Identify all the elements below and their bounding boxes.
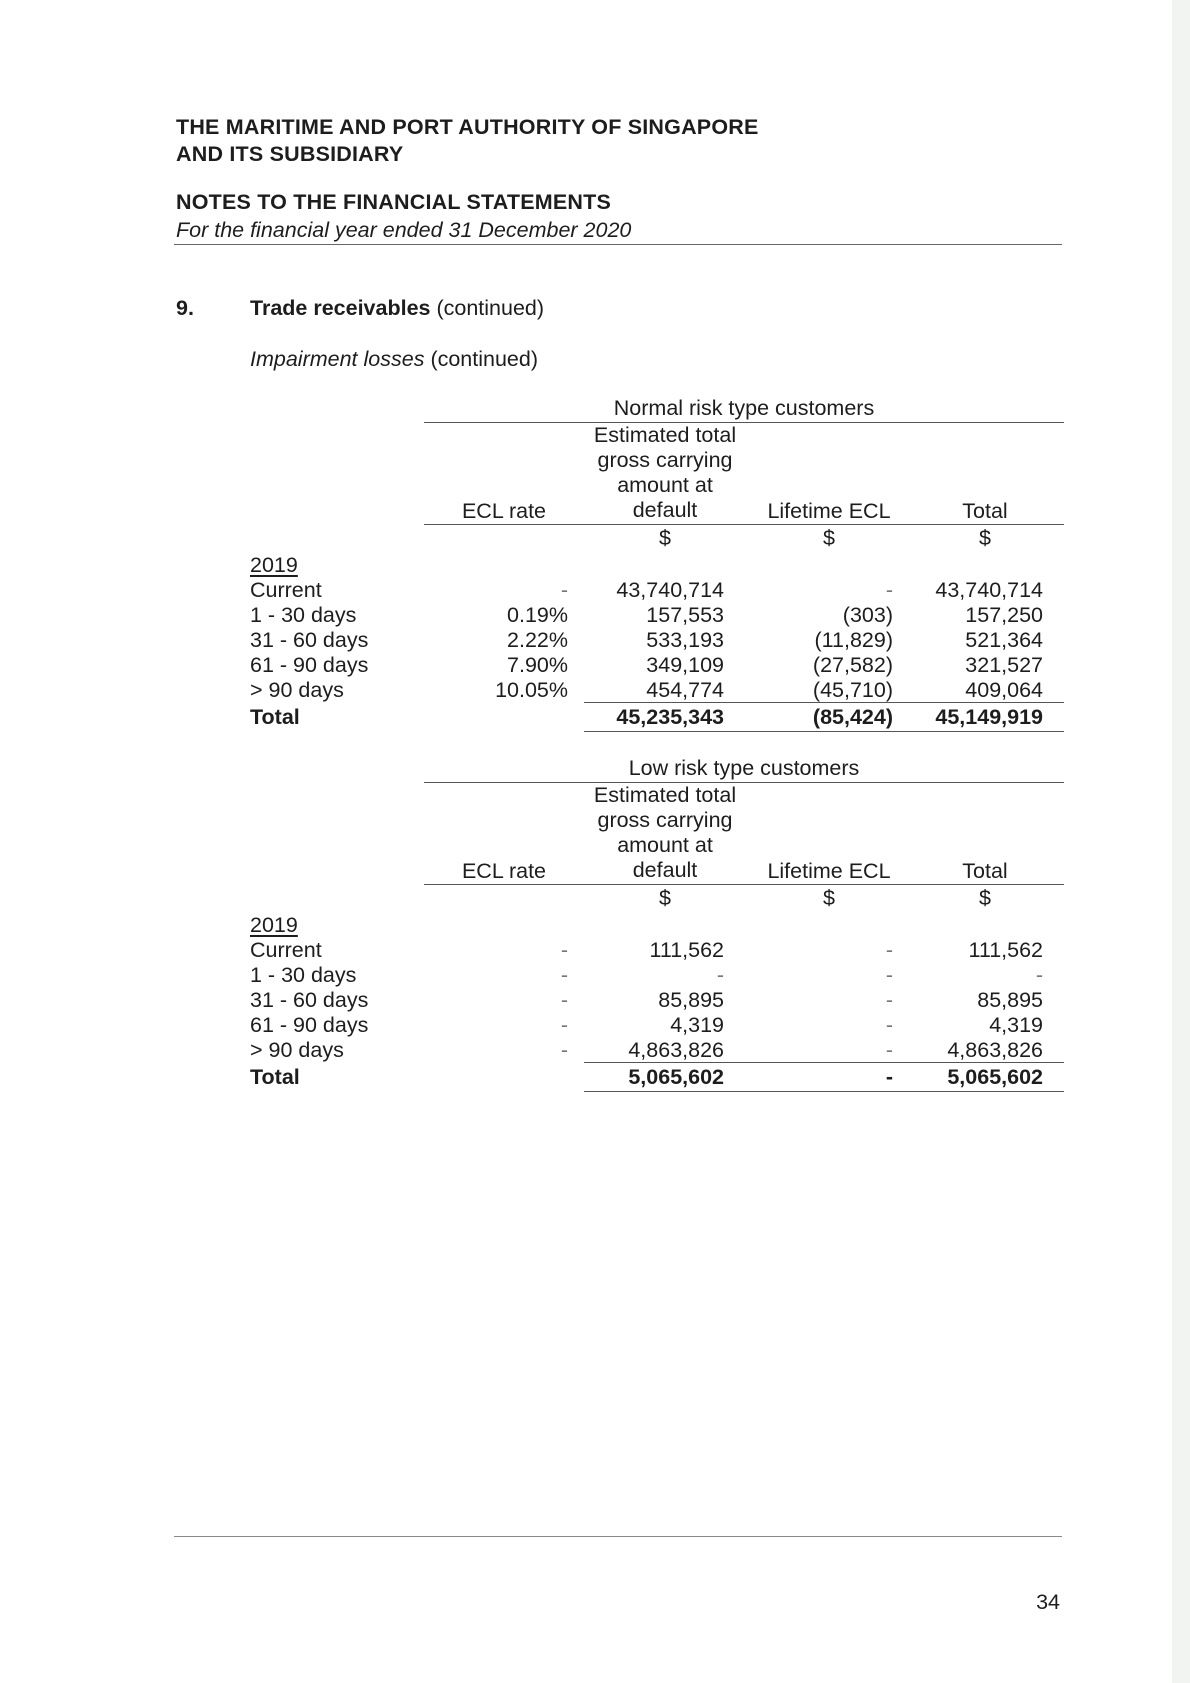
org-line-1: THE MARITIME AND PORT AUTHORITY OF SINGAPORE (176, 115, 759, 139)
cell-gross: 111,562 (649, 938, 724, 962)
cell-total: 5,065,602 (947, 1065, 1043, 1089)
column-header-lifetime: Lifetime ECL (767, 859, 891, 883)
row-label: > 90 days (250, 1038, 344, 1062)
table-group-title: Low risk type customers (628, 756, 860, 780)
header-rule (424, 884, 1064, 885)
section-title-suffix: (continued) (436, 296, 545, 320)
row-label: > 90 days (250, 678, 344, 702)
cell-rate: 7.90% (507, 653, 568, 677)
row-label: 31 - 60 days (250, 988, 369, 1012)
cell-lifetime: (11,829) (814, 628, 893, 652)
org-line-2: AND ITS SUBSIDIARY (176, 142, 404, 166)
notes-title: NOTES TO THE FINANCIAL STATEMENTS (176, 190, 612, 214)
header-line: Estimated total (593, 783, 737, 807)
unit-lifetime: $ (823, 526, 835, 550)
header-line: default (632, 858, 698, 882)
header-line: amount at (617, 833, 713, 857)
row-label: Total (250, 1065, 300, 1089)
cell-lifetime: (45,710) (812, 678, 893, 702)
cell-gross: 4,863,826 (628, 1038, 724, 1062)
row-label: 61 - 90 days (250, 653, 369, 677)
column-header-lifetime: Lifetime ECL (767, 499, 891, 523)
cell-rate: - (560, 1038, 568, 1062)
section-title (250, 296, 544, 321)
cell-gross: 454,774 (646, 678, 724, 702)
cell-rate: - (560, 938, 568, 962)
unit-total: $ (979, 886, 991, 910)
year-label: 2019 (250, 553, 298, 577)
cell-total: 4,863,826 (947, 1038, 1043, 1062)
table-group-title: Normal risk type customers (613, 396, 875, 420)
row-label: Total (250, 705, 300, 729)
cell-lifetime: - (885, 1013, 893, 1037)
cell-total: 85,895 (977, 988, 1043, 1012)
cell-lifetime: (303) (842, 603, 893, 627)
header-divider (174, 244, 1062, 245)
footer-divider (174, 1536, 1062, 1537)
total-bottom-rule (584, 731, 1064, 732)
cell-gross: 85,895 (658, 988, 724, 1012)
cell-total: 521,364 (965, 628, 1043, 652)
header-line: gross carrying (597, 808, 733, 832)
cell-rate: 2.22% (507, 628, 568, 652)
cell-gross: 5,065,602 (628, 1065, 724, 1089)
row-label: Current (250, 938, 322, 962)
total-top-rule (584, 702, 1064, 703)
cell-lifetime: - (885, 1065, 893, 1089)
cell-lifetime: - (885, 578, 893, 602)
cell-lifetime: - (885, 1038, 893, 1062)
header-line: gross carrying (597, 448, 733, 472)
cell-total: 4,319 (989, 1013, 1043, 1037)
subheading-main: Impairment losses (250, 347, 425, 371)
section-number: 9. (176, 296, 194, 320)
header-rule (424, 524, 1064, 525)
unit-gross: $ (659, 886, 671, 910)
cell-gross: 157,553 (646, 603, 724, 627)
row-label: 31 - 60 days (250, 628, 369, 652)
cell-total: 45,149,919 (935, 705, 1043, 729)
unit-lifetime: $ (823, 886, 835, 910)
cell-rate: - (560, 578, 568, 602)
subheading-suffix: (continued) (430, 347, 539, 371)
cell-rate: - (560, 963, 568, 987)
column-header-rate: ECL rate (461, 859, 547, 883)
cell-rate: - (560, 1013, 568, 1037)
organization-name (176, 114, 759, 168)
header-line: Estimated total (593, 423, 737, 447)
total-bottom-rule (584, 1091, 1064, 1092)
row-label: 1 - 30 days (250, 963, 357, 987)
header-line: amount at (617, 473, 713, 497)
cell-lifetime: (85,424) (812, 705, 893, 729)
cell-lifetime: (27,582) (812, 653, 893, 677)
page-number: 34 (1036, 1590, 1060, 1614)
cell-gross: 43,740,714 (616, 578, 724, 602)
column-header-gross (560, 783, 770, 883)
cell-total: 111,562 (968, 938, 1043, 962)
page-edge (1172, 0, 1190, 1683)
section-title-main: Trade receivables (250, 296, 431, 320)
cell-gross: 4,319 (670, 1013, 724, 1037)
cell-rate: - (560, 988, 568, 1012)
cell-total: 157,250 (965, 603, 1043, 627)
unit-gross: $ (659, 526, 671, 550)
cell-total: 321,527 (965, 653, 1043, 677)
cell-total: 43,740,714 (935, 578, 1043, 602)
subheading (250, 347, 538, 372)
cell-lifetime: - (885, 988, 893, 1012)
cell-rate: 10.05% (495, 678, 568, 702)
cell-rate: 0.19% (507, 603, 568, 627)
cell-gross: 533,193 (646, 628, 724, 652)
cell-gross: 349,109 (646, 653, 724, 677)
cell-total: 409,064 (965, 678, 1043, 702)
cell-total: - (1035, 963, 1043, 987)
row-label: 61 - 90 days (250, 1013, 369, 1037)
year-label: 2019 (250, 913, 298, 937)
row-label: Current (250, 578, 322, 602)
total-top-rule (584, 1062, 1064, 1063)
column-header-total: Total (962, 859, 1008, 883)
period-subtitle: For the financial year ended 31 December 2020 (176, 218, 632, 242)
cell-gross: 45,235,343 (616, 705, 724, 729)
cell-lifetime: - (885, 938, 893, 962)
column-header-rate: ECL rate (461, 499, 547, 523)
cell-lifetime: - (885, 963, 893, 987)
column-header-gross (560, 423, 770, 523)
column-header-total: Total (962, 499, 1008, 523)
cell-gross: - (716, 963, 724, 987)
header-line: default (632, 498, 698, 522)
unit-total: $ (979, 526, 991, 550)
row-label: 1 - 30 days (250, 603, 357, 627)
